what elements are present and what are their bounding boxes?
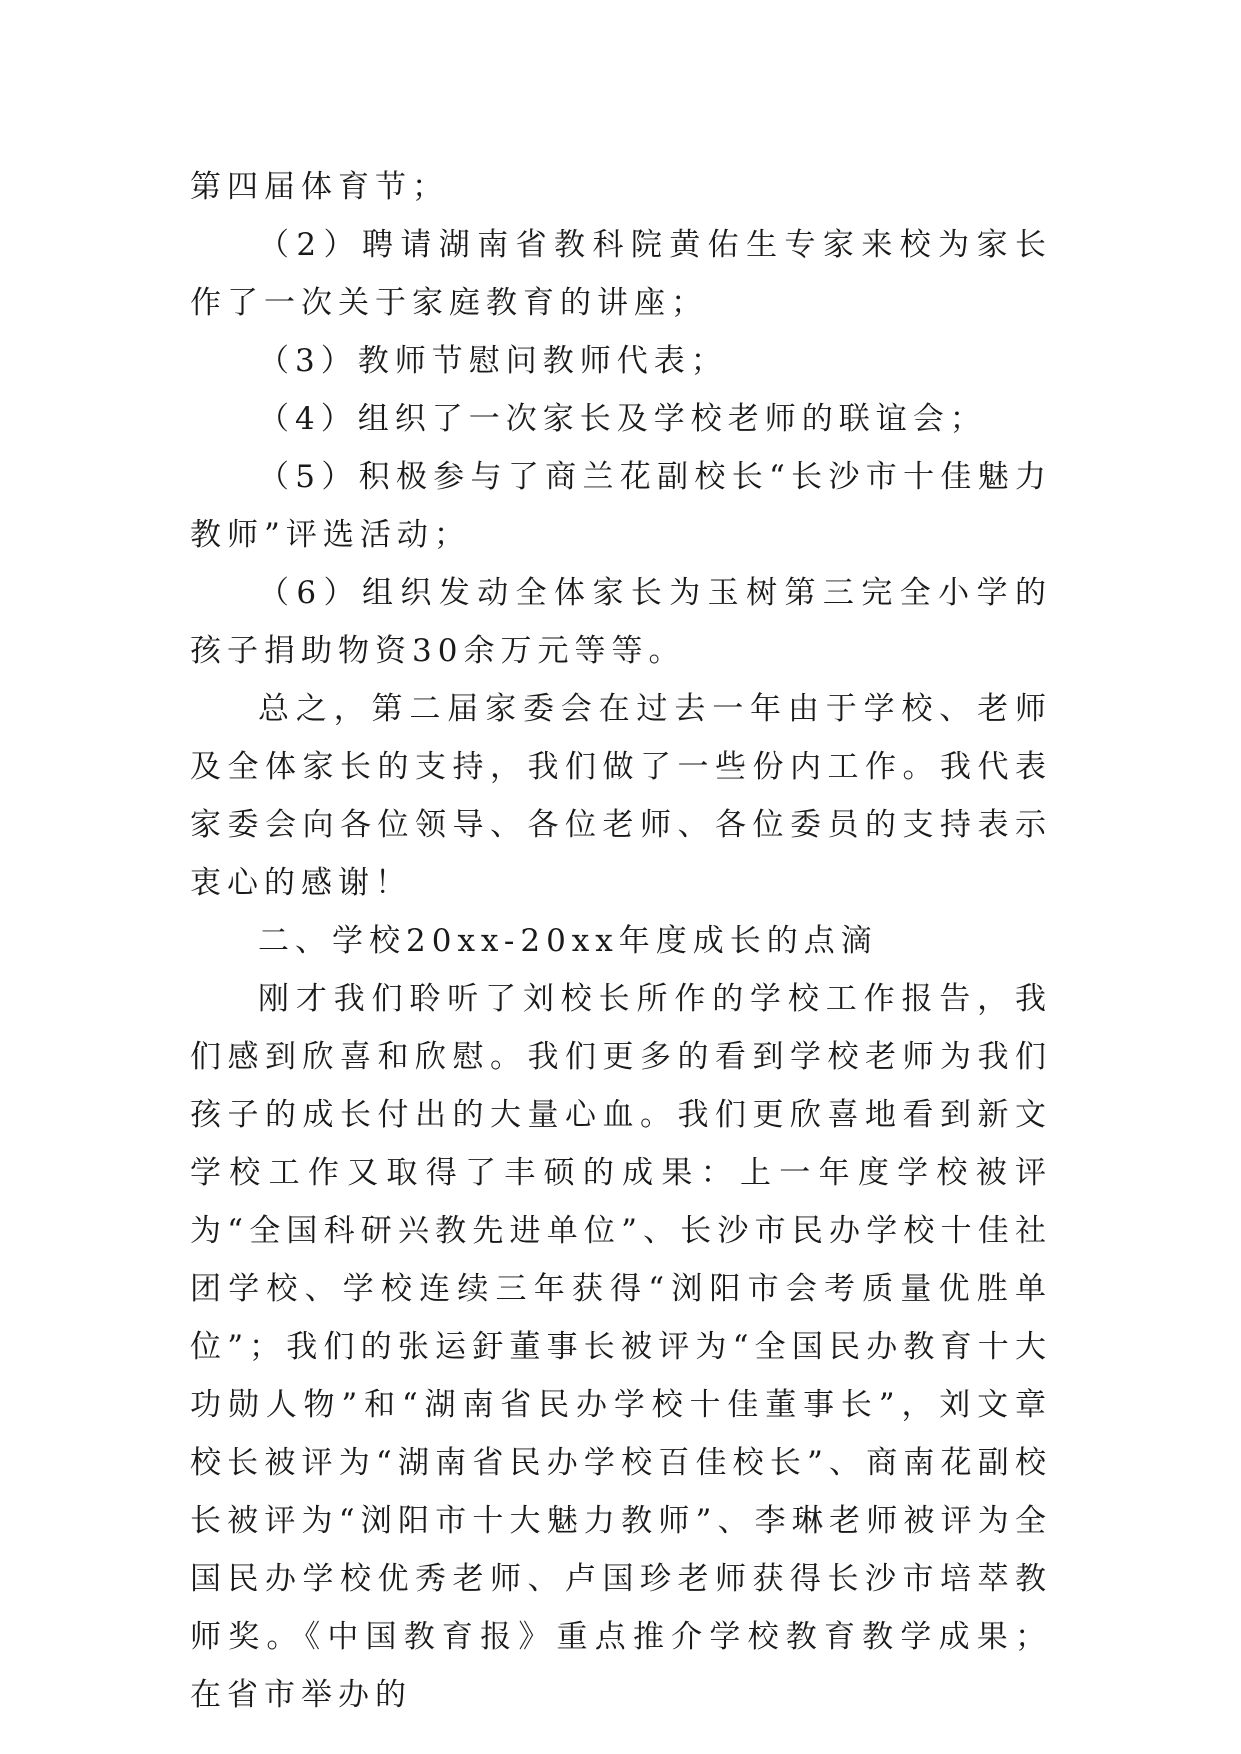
- document-body: [190, 158, 1052, 1724]
- list-item-6: （6）组织发动全体家长为玉树第三完全小学的孩子捐助物资30余万元等等。: [190, 575, 1052, 669]
- body-paragraph: 刚才我们聆听了刘校长所作的学校工作报告，我们感到欣喜和欣慰。我们更多的看到学校老师为我们孩子的成长付出的大量心血。我们更欣喜地看到新文学校工作又取得了丰硕的成果：上一年度学校被评为“全国科研兴教先进单位”、长沙市民办学校十佳社团学校、学校连续三年获得“浏阳市会考质量优胜单位”；我们的张运釪董事长被评为“全国民办教育十大功勋人物”和“湖南省民办学校十佳董事长”，刘文章校长被评为“湖南省民办学校百佳校长”、商南花副校长被评为“浏阳市十大魅力教师”、李琳老师被评为全国民办学校优秀老师、卢国珍老师获得长沙市培萃教师奖。《中国教育报》重点推介学校教育教学成果；在省市举办的: [190, 981, 1052, 1713]
- summary-paragraph: 总之，第二届家委会在过去一年由于学校、老师及全体家长的支持，我们做了一些份内工作。我代表家委会向各位领导、各位老师、各位委员的支持表示衷心的感谢！: [190, 691, 1052, 901]
- list-item-2: （2）聘请湖南省教科院黄佑生专家来校为家长作了一次关于家庭教育的讲座；: [190, 227, 1052, 321]
- section-heading: 二、学校20xx-20xx年度成长的点滴: [258, 923, 878, 959]
- list-item-3: （3）教师节慰问教师代表；: [258, 343, 728, 379]
- list-item-4: （4）组织了一次家长及学校老师的联谊会；: [258, 401, 987, 437]
- paragraph-continuation: 第四届体育节；: [190, 169, 449, 205]
- list-item-5: （5）积极参与了商兰花副校长“长沙市十佳魅力教师”评选活动；: [190, 459, 1052, 553]
